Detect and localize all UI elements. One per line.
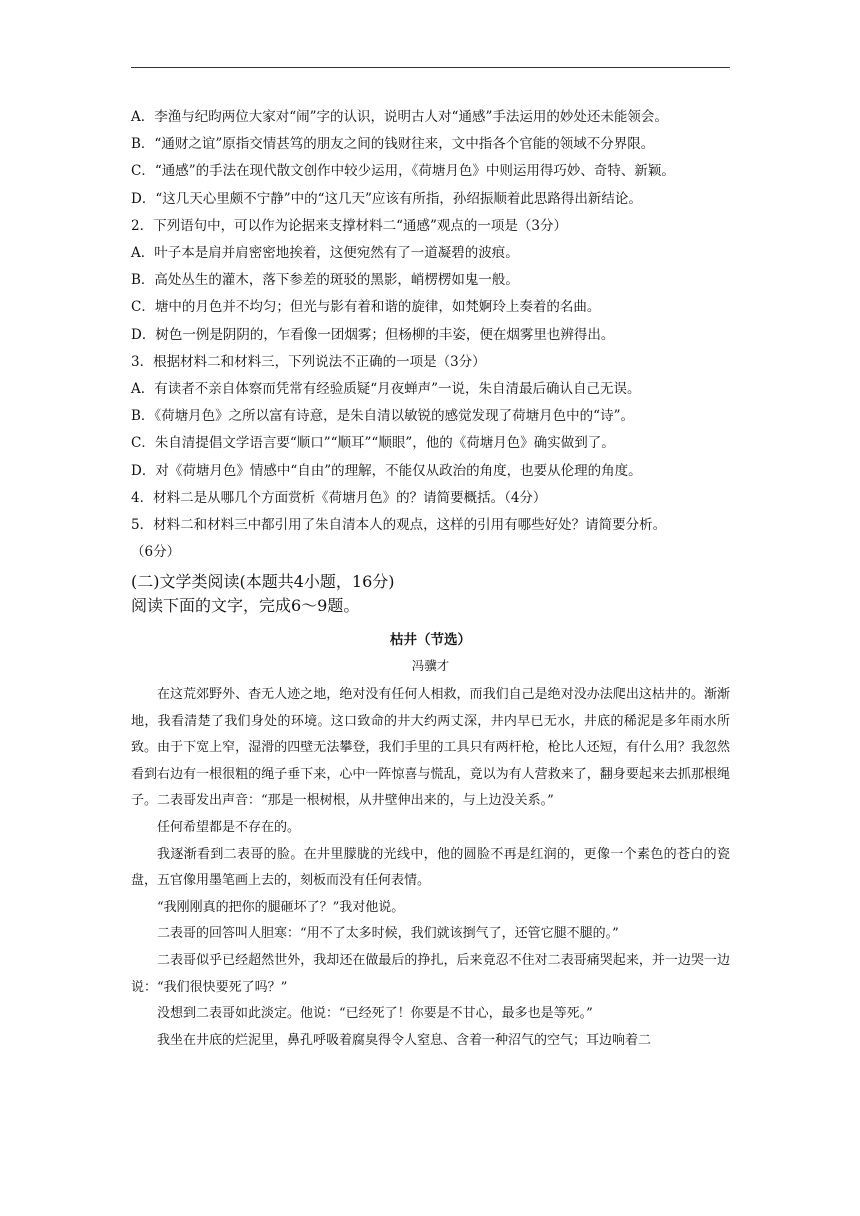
option-2b: B．高处丛生的灌木，落下参差的斑驳的黑影，峭楞楞如鬼一般。 (131, 272, 519, 289)
question-4: 4．材料二是从哪几个方面赏析《荷塘月色》的？请简要概括。（4分） (131, 489, 547, 506)
paragraph: 在这荒郊野外、杳无人迹之地，绝对没有任何人相救，而我们自己是绝对没办法爬出这枯井的。渐渐地，我看清楚了我们身处的环境。这口致命的井大约两丈深，井内早已无水，井底的稀泥是多年雨水所致。由于下宽上窄，湿滑的四壁无法攀登，我们手里的工具只有两杆枪，枪比人还短，有什么用？我忽然看到右边有一根很粗的绳子垂下来，心中一阵惊喜与慌乱，竟以为有人营救来了，翻身要起来去抓那根绳子。二表哥发出声音：“那是一根树根，从井壁伸出来的，与上边没关系。” (131, 687, 730, 809)
paragraph: “我刚刚真的把你的腿砸坏了？”我对他说。 (157, 899, 405, 915)
option-2c: C．塘中的月色并不均匀；但光与影有着和谐的旋律，如梵婀玲上奏着的名曲。 (131, 299, 601, 316)
option-1a: A．李渔与纪昀两位大家对“闹”字的认识，说明古人对“通感”手法运用的妙处还未能领会。 (131, 109, 668, 125)
option-1d: D．“这几天心里颇不宁静”中的“这几天”应该有所指，孙绍振顺着此思路得出新结论。 (131, 190, 642, 207)
paragraph: 我坐在井底的烂泥里，鼻孔呼吸着腐臭得令人窒息、含着一种沼气的空气；耳边响着二 (157, 1032, 652, 1048)
paragraph: 二表哥似乎已经超然世外，我却还在做最后的挣扎，后来竟忍不住对二表哥痛哭起来，并一边哭一边说：“我们很快要死了吗？” (131, 952, 730, 995)
question-5-score: （6分） (131, 544, 181, 561)
option-1c: C．“通感”的手法在现代散文创作中较少运用，《荷塘月色》中则运用得巧妙、奇特、新颖。 (131, 163, 675, 180)
option-3d: D．对《荷塘月色》情感中“自由”的理解，不能仅从政治的角度，也要从伦理的角度。 (131, 462, 642, 479)
section-heading: (二)文学类阅读(本题共4小题，16分) (131, 572, 395, 591)
option-2a: A．叶子本是肩并肩密密地挨着，这便宛然有了一道凝碧的波痕。 (131, 245, 519, 262)
question-list (131, 104, 730, 566)
option-3c: C．朱自清提倡文学语言要“顺口”“顺耳”“顺眼”，他的《荷塘月色》确实做到了。 (131, 435, 615, 452)
question-3: 3．根据材料二和材料三，下列说法不正确的一项是（3分） (131, 353, 486, 370)
option-1b: B．“通财之谊”原指交情甚笃的朋友之间的钱财往来，文中指各个官能的领域不分界限。 (131, 136, 655, 153)
question-2: 2．下列语句中，可以作为论据来支撑材料二“通感”观点的一项是（3分） (131, 217, 567, 234)
passage-title: 枯井（节选） (390, 632, 471, 648)
option-3b: B．《荷塘月色》之所以富有诗意，是朱自清以敏锐的感觉发现了荷塘月色中的“诗”。 (131, 408, 634, 425)
option-3a: A．有读者不亲自体察而凭常有经验质疑“月夜蝉声”一说，朱自清最后确认自己无误。 (131, 381, 641, 398)
paragraph: 没想到二表哥如此淡定。他说：“已经死了！你要是不甘心，最多也是等死。” (157, 1006, 593, 1022)
passage-body (131, 682, 730, 1054)
paragraph: 二表哥的回答叫人胆寒：“用不了太多时候，我们就该捯气了，还管它腿不腿的。” (157, 926, 619, 942)
header-rule (131, 67, 730, 68)
paragraph: 任何希望都是不存在的。 (157, 819, 301, 835)
question-5: 5．材料二和材料三中都引用了朱自清本人的观点，这样的引用有哪些好处？请简要分析。 (131, 517, 667, 534)
option-2d: D．树色一例是阴阴的，乍看像一团烟雾；但杨柳的丰姿，便在烟雾里也辨得出。 (131, 326, 615, 343)
passage-author: 冯骥才 (411, 658, 450, 673)
paragraph: 我逐渐看到二表哥的脸。在井里朦胧的光线中，他的圆脸不再是红润的，更像一个素色的苍白的瓷盘，五官像用墨笔画上去的，刻板而没有任何表情。 (131, 846, 730, 889)
section-header (131, 570, 730, 618)
section-instruction: 阅读下面的文字，完成6～9题。 (131, 596, 360, 615)
